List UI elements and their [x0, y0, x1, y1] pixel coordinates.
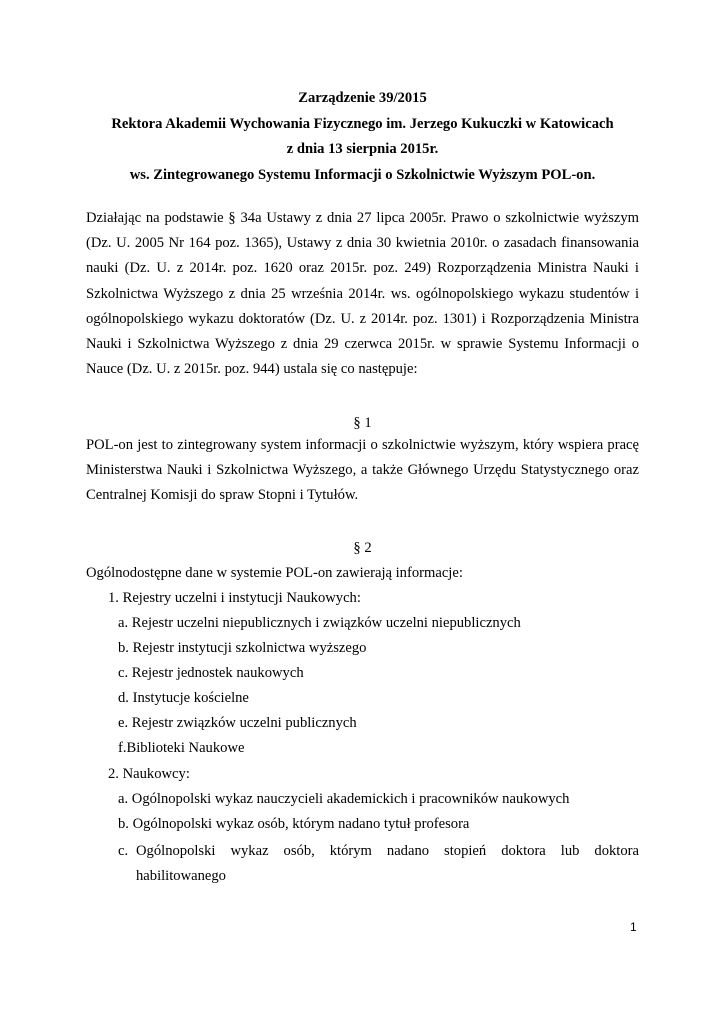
list-item: b. Rejestr instytucji szkolnictwa wyższego [118, 640, 367, 656]
list-item: b. Ogólnopolski wykaz osób, którym nadano tytuł profesora [118, 816, 470, 832]
list-item: a. Rejestr uczelni niepublicznych i związków uczelni niepublicznych [118, 615, 521, 631]
list-item: c. Rejestr jednostek naukowych [118, 665, 304, 681]
issuer-line: Rektora Akademii Wychowania Fizycznego im. Jerzego Kukuczki w Katowicach [111, 115, 614, 132]
list-item-text: Ogólnopolski wykaz osób, którym nadano stopień doktora lub doktora habilitowanego [136, 843, 639, 885]
date-line: z dnia 13 sierpnia 2015r. [286, 141, 439, 157]
section-1-sign: § 1 [353, 415, 372, 431]
list-item: d. Instytucje kościelne [118, 690, 249, 706]
list-item: e. Rejestr związków uczelni publicznych [118, 715, 357, 731]
list-item: f.Biblioteki Naukowe [118, 740, 245, 756]
list-item-marker: c. [118, 843, 129, 859]
list-group-2-label: 2. Naukowcy: [108, 766, 190, 782]
subject-line: ws. Zintegrowanego Systemu Informacji o Szkolnictwie Wyższym POL-on. [129, 166, 596, 183]
document-header [86, 86, 639, 188]
list-item [118, 839, 639, 889]
list-group-1-label: 1. Rejestry uczelni i instytucji Naukowych: [108, 590, 361, 606]
section-2-sign: § 2 [353, 540, 372, 556]
section-1-text: POL-on jest to zintegrowany system informacji o szkolnictwie wyższym, który wspiera pracę Ministerstwa Nauki i Szkolnictwa Wyższego, a także Głównego Urzędu Statystycznego oraz Centralnej Komisji do spraw Stopni i Tytułów. [86, 437, 639, 504]
legal-basis-paragraph: Działając na podstawie § 34a Ustawy z dnia 27 lipca 2005r. Prawo o szkolnictwie wyższym (Dz. U. 2005 Nr 164 poz. 1365), Ustawy z dnia 30 kwietnia 2010r. o zasadach finansowania nauki (Dz. U. z 2014r. poz. 1620 oraz 2015r. poz. 249) Rozporządzenia Ministra Nauki i Szkolnictwa Wyższego z dnia 25 września 2014r. ws. ogólnopolskiego wykazu studentów i ogólnopolskiego wykazu doktoratów (Dz. U. z 2014r. poz. 1301) i Rozporządzenia Ministra Nauki i Szkolnictwa Wyższego z dnia 29 czerwca 2015r. w sprawie Systemu Informacji o Nauce (Dz. U. z 2015r. poz. 944) ustala się co następuje: [86, 210, 639, 378]
page-number: 1 [630, 920, 637, 934]
order-number-title: Zarządzenie 39/2015 [298, 90, 427, 106]
list-item: a. Ogólnopolski wykaz nauczycieli akademickich i pracowników naukowych [118, 791, 570, 807]
section-2-lead: Ogólnodostępne dane w systemie POL-on zawierają informacje: [86, 565, 463, 581]
